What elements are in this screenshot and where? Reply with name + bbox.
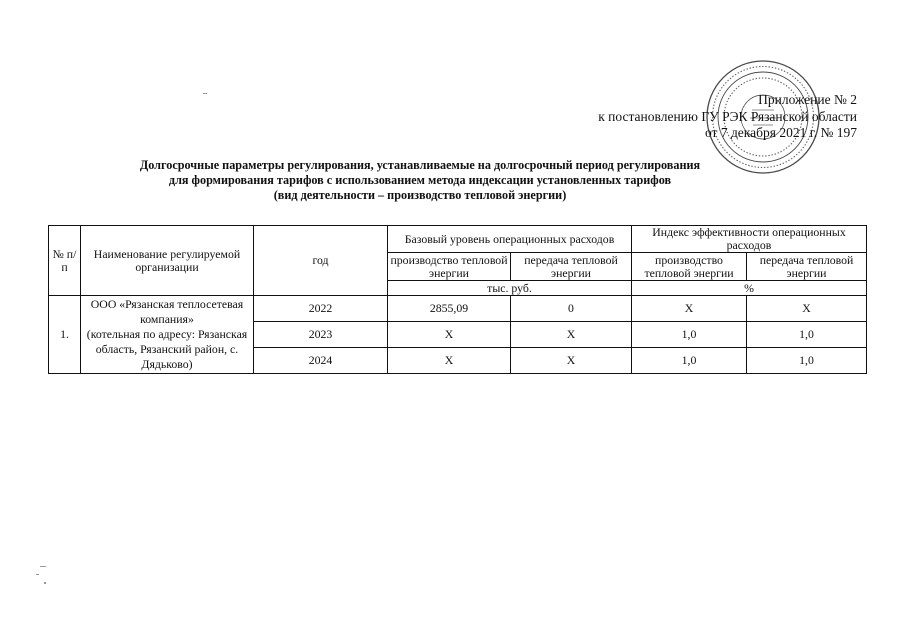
base-production-cell: Х (388, 348, 511, 374)
title-line-3: (вид деятельности – производство тепловой энергии) (273, 188, 567, 202)
index-transfer-cell: 1,0 (747, 348, 867, 374)
appendix-date: от 7 декабря 2021 г. № 197 (704, 125, 857, 140)
base-transfer-cell: Х (511, 348, 632, 374)
organization-name: ООО «Рязанская теплосетевая компания» (90, 297, 244, 326)
unit-percent: % (632, 281, 867, 296)
unit-thousand-rubles: тыс. руб. (388, 281, 632, 296)
year-cell: 2023 (254, 322, 388, 348)
index-production-cell: 1,0 (632, 322, 747, 348)
table-header-row (49, 226, 867, 253)
scan-speck (44, 582, 46, 584)
header-year: год (254, 226, 388, 296)
base-transfer-cell: Х (511, 322, 632, 348)
title-line-2: для формирования тарифов с использованием метода индексации установленных тарифов (168, 173, 672, 187)
parameters-table (48, 225, 867, 374)
header-index-transfer: передача тепловой энергии (747, 253, 867, 281)
table-row (49, 296, 867, 322)
appendix-reference (598, 92, 857, 142)
scan-speck (36, 574, 39, 575)
header-base-transfer: передача тепловой энергии (511, 253, 632, 281)
header-efficiency-index: Индекс эффективности операционных расходов (632, 226, 867, 253)
year-cell: 2024 (254, 348, 388, 374)
header-index-production: производство тепловой энергии (632, 253, 747, 281)
base-production-cell: Х (388, 322, 511, 348)
document-title (120, 158, 720, 203)
title-line-1: Долгосрочные параметры регулирования, устанавливаемые на долгосрочный период регулирования (139, 158, 701, 172)
index-transfer-cell: 1,0 (747, 322, 867, 348)
year-cell: 2022 (254, 296, 388, 322)
index-production-cell: 1,0 (632, 348, 747, 374)
index-production-cell: Х (632, 296, 747, 322)
row-number: 1. (49, 296, 81, 374)
appendix-resolution: к постановлению ГУ РЭК Рязанской области (598, 108, 857, 124)
header-base-production: производство тепловой энергии (388, 253, 511, 281)
header-number: № п/п (49, 226, 81, 296)
scan-speck (203, 93, 207, 94)
base-transfer-cell: 0 (511, 296, 632, 322)
index-transfer-cell: Х (747, 296, 867, 322)
organization-cell (81, 296, 254, 374)
scan-speck (40, 566, 46, 567)
base-production-cell: 2855,09 (388, 296, 511, 322)
organization-address: (котельная по адресу: Рязанская область, Рязанский район, с. Дядьково) (86, 327, 248, 371)
header-base-level: Базовый уровень операционных расходов (388, 226, 632, 253)
header-organization: Наименование регулируемой организации (81, 226, 254, 296)
appendix-number: Приложение № 2 (758, 92, 857, 107)
